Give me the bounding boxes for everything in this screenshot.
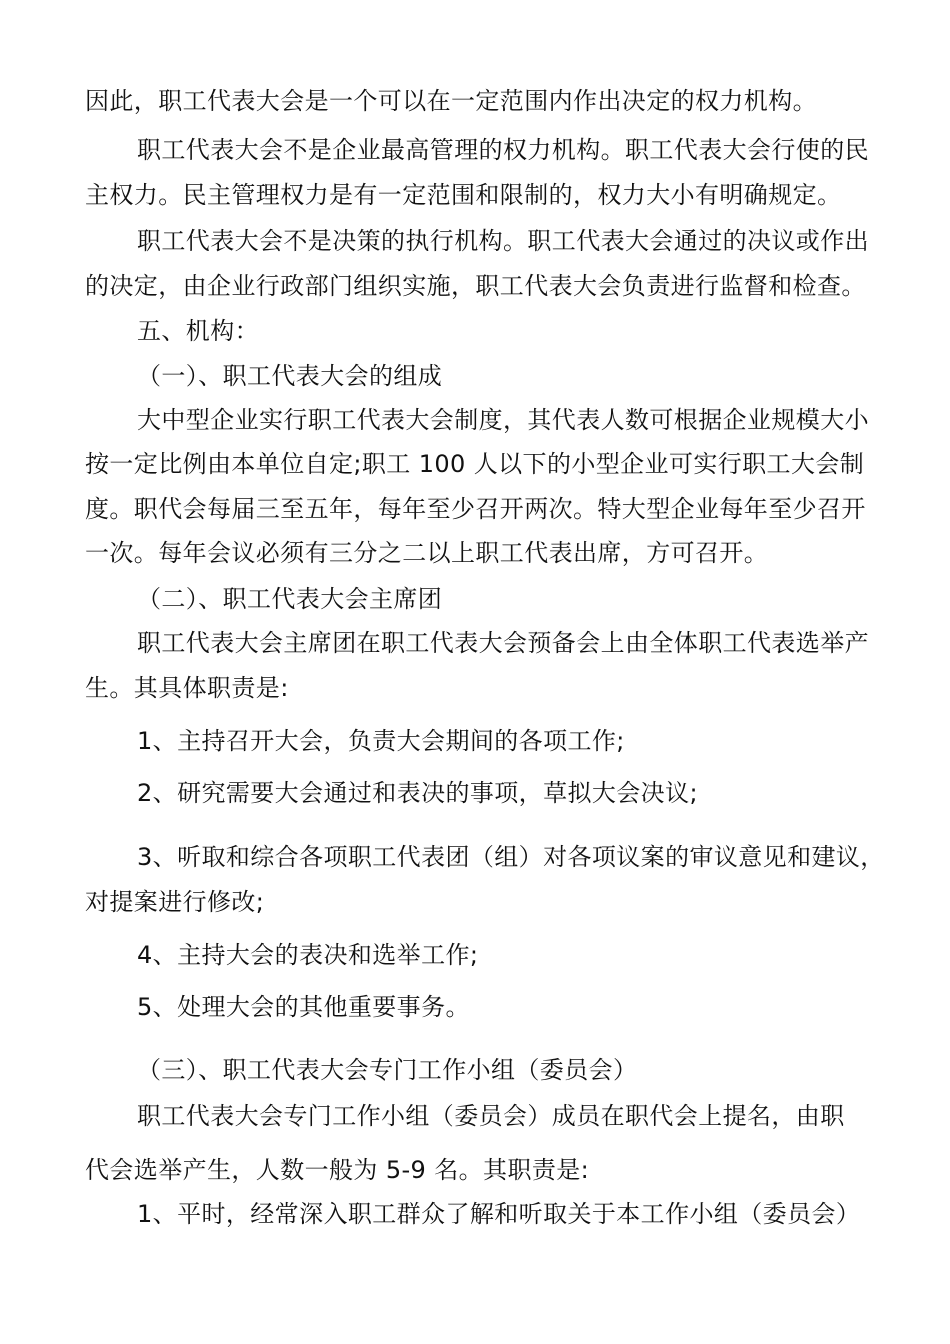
text-line: 代会选举产生，人数一般为 5-9 名。其职责是: — [85, 1156, 590, 1184]
list-item: 2、研究需要大会通过和表决的事项，草拟大会决议; — [137, 779, 698, 807]
text-line: 主权力。民主管理权力是有一定范围和限制的，权力大小有明确规定。 — [85, 181, 842, 209]
text-line: 一次。每年会议必须有三分之二以上职工代表出席，方可召开。 — [85, 539, 769, 567]
text-line: 对提案进行修改; — [85, 888, 265, 916]
list-item: 1、主持召开大会，负责大会期间的各项工作; — [137, 727, 625, 755]
subsection-heading: （二）、职工代表大会主席团 — [137, 585, 443, 613]
subsection-heading: （三）、职工代表大会专门工作小组（委员会） — [137, 1056, 638, 1084]
text-line: 职工代表大会主席团在职工代表大会预备会上由全体职工代表选举产 — [137, 629, 869, 657]
list-item: 1、平时，经常深入职工群众了解和听取关于本工作小组（委员会） — [137, 1200, 861, 1228]
text-line: 的决定，由企业行政部门组织实施，职工代表大会负责进行监督和检查。 — [85, 272, 866, 300]
text-line: 职工代表大会不是决策的执行机构。职工代表大会通过的决议或作出 — [137, 227, 869, 255]
list-item: 3、听取和综合各项职工代表团（组）对各项议案的审议意见和建议， — [137, 843, 885, 871]
text-line: 度。职代会每届三至五年，每年至少召开两次。特大型企业每年至少召开 — [85, 495, 866, 523]
subsection-heading: （一）、职工代表大会的组成 — [137, 362, 443, 390]
list-item: 4、主持大会的表决和选举工作; — [137, 941, 479, 969]
text-line: 大中型企业实行职工代表大会制度，其代表人数可根据企业规模大小 — [137, 406, 869, 434]
text-line: 因此，职工代表大会是一个可以在一定范围内作出决定的权力机构。 — [85, 87, 817, 115]
section-heading: 五、机构： — [137, 317, 259, 345]
text-line: 职工代表大会不是企业最高管理的权力机构。职工代表大会行使的民 — [137, 136, 869, 164]
list-item: 5、处理大会的其他重要事务。 — [137, 993, 470, 1021]
text-line: 生。其具体职责是: — [85, 674, 289, 702]
text-line: 按一定比例由本单位自定;职工 100 人以下的小型企业可实行职工大会制 — [85, 450, 865, 478]
text-line: 职工代表大会专门工作小组（委员会）成员在职代会上提名，由职 — [137, 1102, 845, 1130]
